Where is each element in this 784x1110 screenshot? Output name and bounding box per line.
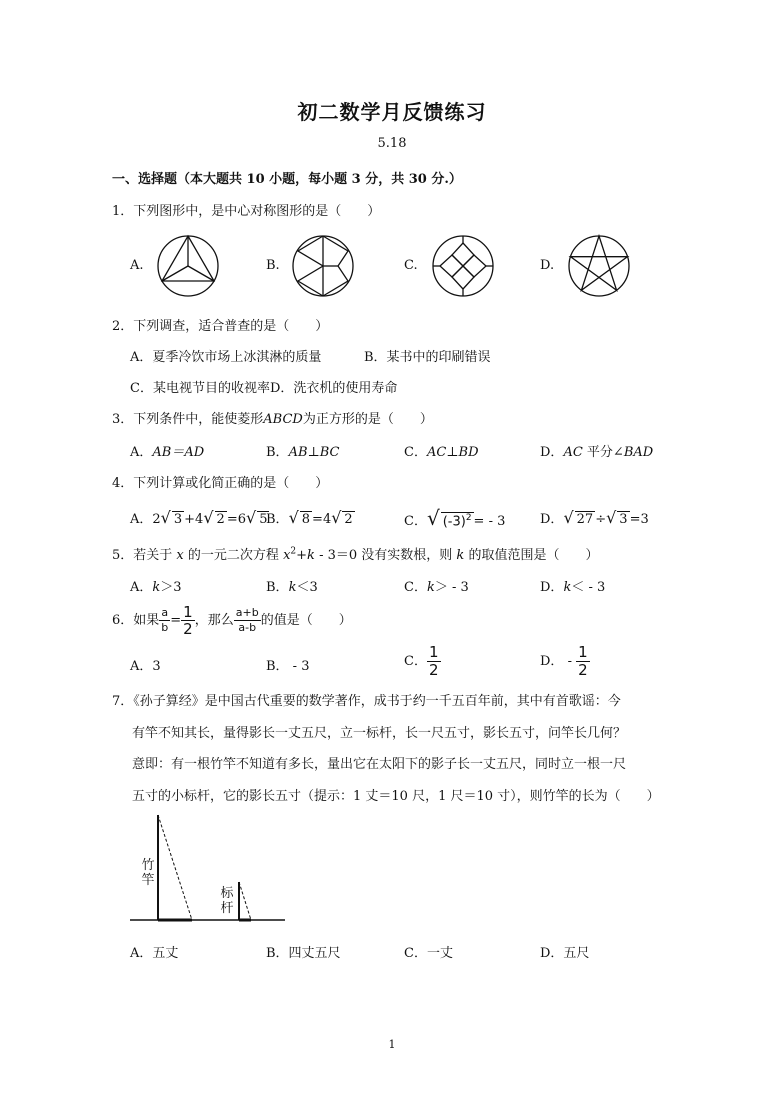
q6-frac2-den: 2 (183, 620, 193, 638)
q6-option-b: B． - 3 (266, 659, 310, 674)
q1-figure-b (290, 233, 356, 299)
q6-frac3-den: a-b (238, 621, 257, 634)
q5-eq-plus: + (296, 548, 308, 563)
q6-c-label: C． (404, 654, 427, 669)
q5-b-text: ＜3 (296, 580, 318, 595)
q5-option-a (130, 576, 182, 595)
q6-frac1-den: b (161, 621, 169, 634)
question-6-stem (112, 604, 352, 637)
q3-b-text: AB⊥BC (288, 445, 340, 460)
q3-stem-post: 为正方形的是（ ） (302, 412, 433, 427)
q7-stake-label: 标杆 (220, 886, 234, 916)
q3-stem-var: ABCD (263, 412, 303, 427)
question-5-stem (112, 544, 598, 563)
q5-option-d (540, 576, 605, 595)
page-title: 初二数学月反馈练习 (297, 100, 487, 124)
q3-c-label: C． (404, 445, 427, 460)
radical-sign: √ (203, 508, 214, 527)
q4-a-radicand2: 2 (216, 512, 225, 527)
q5-eq-k: k (307, 548, 315, 563)
q3-option-a (130, 441, 204, 460)
q4-c-exp: 2 (465, 512, 472, 523)
q5-d-k: k (563, 580, 572, 595)
q2-option-b: B．某书中的印刷错误 (364, 350, 491, 365)
q7-option-a: A．五丈 (130, 946, 179, 961)
q4-b-radicand2: 2 (344, 512, 353, 527)
q3-stem-pre: 3．下列条件中，能使菱形 (112, 412, 264, 427)
q5-var-x: x (176, 548, 184, 563)
q4-d-label: D． (540, 512, 564, 527)
q1-option-d-label: D. (540, 258, 555, 273)
q5-a-label: A． (130, 580, 153, 595)
q5-b-k: k (288, 580, 297, 595)
q6-c-den: 2 (428, 661, 439, 679)
q6-d-minus: - (563, 654, 577, 669)
section-heading: 一、选择题（本大题共 10 小题，每小题 3 分，共 30 分.） (112, 172, 462, 187)
q3-option-d (540, 441, 653, 460)
q3-d-label: D． (540, 445, 564, 460)
q4-a-radicand1: 3 (173, 512, 183, 527)
question-4-stem: 4．下列计算或化简正确的是（ ） (112, 476, 329, 491)
q5-option-c (404, 576, 469, 595)
q4-a-plus: +4 (184, 512, 204, 527)
question-1-stem: 1．下列图形中，是中心对称图形的是（ ） (112, 204, 381, 219)
q5-c-label: C． (404, 580, 427, 595)
q6-frac2-num: 1 (183, 603, 193, 621)
q4-d-eq: =3 (629, 512, 649, 527)
q4-option-b (266, 508, 355, 527)
q7-option-d: D．五尺 (540, 946, 590, 961)
radical-sign: √ (245, 508, 257, 527)
q5-eq-tail: - 3＝0 没有实数根，则 (314, 548, 453, 563)
q6-d-den: 2 (578, 661, 588, 679)
q4-option-c (404, 506, 505, 530)
q6-d-frac (576, 644, 590, 679)
q3-a-label: A． (130, 445, 153, 460)
q4-a-radicand3: 5 (259, 512, 268, 527)
q4-d-div: ÷ (595, 512, 607, 527)
q4-c-result: = - 3 (473, 514, 506, 529)
q4-a-eq: =6 (226, 512, 246, 527)
q3-d-var2: BAD (623, 445, 654, 460)
q5-eq-sup: 2 (290, 546, 297, 557)
q5-a-text: ＞3 (160, 580, 182, 595)
q3-d-mid: 平分∠ (586, 445, 624, 460)
q2-option-cd: C．某电视节目的收视率D．洗衣机的使用寿命 (130, 381, 398, 396)
q6-d-num: 1 (578, 643, 588, 661)
q3-c-text: AC⊥BD (426, 445, 479, 460)
q6-frac-half (181, 604, 195, 637)
date-label: 5.18 (377, 136, 407, 151)
radical-sign: √ (426, 506, 440, 530)
radical-sign: √ (331, 508, 342, 527)
q6-frac-ab (159, 606, 170, 635)
q6-post: 的值是（ ） (260, 613, 352, 628)
q5-c-k: k (426, 580, 435, 595)
q6-c-frac (427, 644, 441, 679)
question-3-stem (112, 408, 433, 427)
q7-option-c: C．一丈 (404, 946, 453, 961)
q3-option-b (266, 441, 339, 460)
q6-eq: = (170, 613, 182, 628)
q4-b-radicand1: 8 (301, 512, 311, 527)
q4-option-d (540, 508, 649, 527)
q4-d-radicand2: 3 (619, 512, 628, 527)
q5-d-text: ＜ - 3 (571, 580, 606, 595)
q6-d-label: D． (540, 654, 564, 669)
q1-option-c-label: C. (404, 258, 418, 273)
q6-frac-sum-diff (234, 606, 261, 635)
q4-c-label: C． (404, 514, 427, 529)
q5-eq-x: x (283, 548, 291, 563)
q6-option-d (540, 644, 590, 679)
q3-b-label: B． (266, 445, 289, 460)
page-number: 1 (388, 1038, 396, 1051)
q4-b-label: B． (266, 512, 289, 527)
q5-stem-mid: 的一元二次方程 (187, 548, 279, 563)
q6-option-a: A．3 (130, 659, 161, 674)
q1-option-b-label: B. (266, 258, 280, 273)
q5-option-b (266, 576, 318, 595)
q3-option-c (404, 441, 479, 460)
q7-pole-label: 竹竿 (141, 858, 155, 888)
q5-stem-pre: 5．若关于 (112, 548, 173, 563)
q5-a-k: k (152, 580, 161, 595)
radical-sign: √ (160, 508, 171, 527)
q3-d-var: AC (563, 445, 583, 460)
q4-c-base: (-3) (442, 514, 466, 529)
question-7-line-2: 有竿不知其长，量得影长一丈五尺，立一标杆，长一尺五寸，影长五寸，问竿长几何？ (132, 726, 627, 741)
q6-frac1-num: a (159, 606, 170, 621)
q5-c-text: ＞ - 3 (434, 580, 469, 595)
q5-stem-post: 的取值范围是（ ） (468, 548, 599, 563)
q4-d-radicand1: 27 (576, 512, 594, 527)
q1-option-a-label: A. (130, 258, 144, 273)
q4-option-a (130, 508, 269, 527)
q4-a-coef1: 2 (152, 512, 161, 527)
radical-sign: √ (563, 508, 574, 527)
question-2-stem: 2．下列调查，适合普查的是（ ） (112, 319, 329, 334)
q4-a-label: A． (130, 512, 153, 527)
q1-figure-c (430, 233, 496, 299)
q1-figure-d (566, 233, 632, 299)
radical-sign: √ (288, 508, 299, 527)
q3-a-text: AB＝AD (152, 445, 205, 460)
question-7-line-4: 五寸的小标杆，它的影长五寸（提示：1 丈＝10 尺，1 尺＝10 寸），则竹竿的长为（ ） (132, 789, 660, 804)
question-7-line-3: 意即：有一根竹竿不知道有多长，量出它在太阳下的影子长一丈五尺，同时立一根一尺 (132, 757, 627, 772)
q6-option-c (404, 644, 441, 679)
q6-frac3-num: a+b (235, 606, 259, 619)
q5-var-k: k (456, 548, 465, 563)
q4-b-eq: =4 (312, 512, 332, 527)
q2-option-a: A．夏季冷饮市场上冰淇淋的质量 (130, 350, 322, 365)
q5-b-label: B． (266, 580, 289, 595)
q7-option-b: B．四丈五尺 (266, 946, 341, 961)
q4-c-radicand (441, 512, 474, 529)
q6-mid: ，那么 (194, 613, 234, 628)
question-7-line-1: 7．《孙子算经》是中国古代重要的数学著作，成书于约一千五百年前，其中有首歌谣：今 (112, 694, 621, 709)
q5-d-label: D． (540, 580, 564, 595)
radical-sign: √ (606, 508, 617, 527)
q6-pre: 6．如果 (112, 613, 160, 628)
q6-c-num: 1 (428, 643, 439, 661)
q1-figure-a (155, 233, 221, 299)
